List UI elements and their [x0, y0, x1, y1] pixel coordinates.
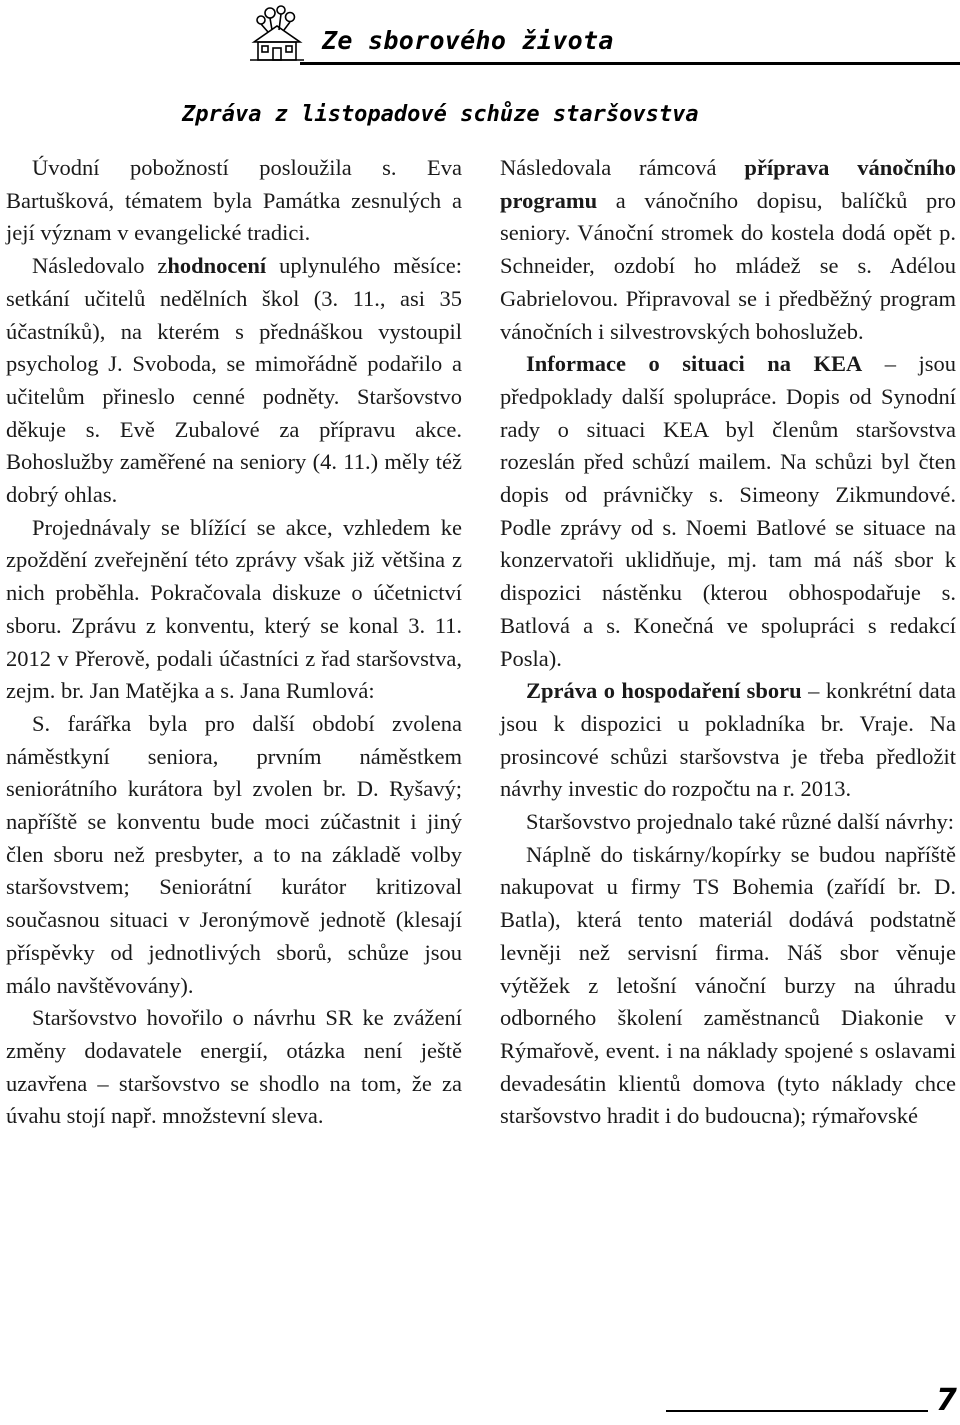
paragraph: Staršovstvo projednalo také různé další návrhy: [526, 809, 955, 835]
left-column [6, 152, 462, 1133]
church-flower-logo-icon [246, 2, 308, 64]
paragraph: Informace o situaci na KEA – jsou předpoklady další spolupráce. Dopis od Synodní rady o situaci KEA byl členům staršovstva rozeslán před schůzí mailem. Na schůzi byl čten dopis od právničky s. Simeony Zikmundové. Podle zprávy od s. Noemi Batlové se situace na konzervatoři uklidňuje, mj. tam má náš sbor k dispozici nástěnku (kterou obhospodařuje s. Batlová a s. Konečná ve spolupráci s redakcí Posla). [500, 351, 956, 671]
paragraph: Staršovstvo hovořilo o návrhu SR ke zvážení změny dodavatele energií, otázka není ještě uzavřena – staršovstvo se shodlo na tom, že za úvahu stojí např. množstevní sleva. [6, 1005, 462, 1129]
paragraph: Zpráva o hospodaření sboru – konkrétní data jsou k dispozici u pokladníka br. Vraje. Na prosincové schůzi staršovstva je třeba předložit návrhy investic do rozpočtu na r. 2013. [500, 678, 956, 802]
highlight-kea: Informace o situaci na KEA [526, 351, 863, 377]
highlight-hospodareni: Zpráva o hospodaření sboru [526, 678, 802, 704]
section-title: Ze sborového života [322, 26, 614, 55]
highlight-hodnoceni: hodnocení [167, 253, 267, 279]
page-number: 7 [936, 1383, 957, 1418]
paragraph: Následovala rámcová příprava vánočního programu a vánočního dopisu, balíčků pro seniory. Vánoční stromek do kostela dodá opět p. Schneider, ozdobí ho mládež se s. Adélou Gabrielovou. Připravoval se i předběžný program vánočních i silvestrovských bohoslužeb. [500, 155, 956, 344]
paragraph: Úvodní pobožností posloužila s. Eva Bartušková, tématem byla Památka zesnulých a její význam v evangelické tradici. [6, 155, 462, 246]
header-rule [300, 62, 960, 65]
right-column [500, 152, 956, 1133]
article-title: Zpráva z listopadové schůze staršovstva [182, 102, 699, 127]
highlight-priprava: příprava vánočního programu [500, 155, 956, 213]
paragraph: Projednávaly se blížící se akce, vzhledem ke zpoždění zveřejnění této zprávy však již většina z nich proběhla. Pokračovala diskuze o účetnictví sboru. Zprávu z konventu, který se konal 3. 11. 2012 v Přerově, podali účastníci z řad staršovstva, zejm. br. Jan Matějka a s. Jana Rumlová: [6, 514, 462, 704]
paragraph: S. farářka byla pro další období zvolena náměstkyní seniora, prvním náměstkem seniorátního kurátora byl zvolen br. D. Ryšavý; napříště se konventu bude moci zúčastnit i jiný člen sboru než presbyter, a to na základě volby staršovstvem; Seniorátní kurátor kritizoval současnou situaci v Jeronýmově jednotě (klesají příspěvky od jednotlivých sborů, schůze jsou málo navštěvovány). [6, 710, 462, 998]
footer-rule [666, 1410, 928, 1412]
paragraph: Následovalo zhodnocení uplynulého měsíce: setkání učitelů nedělních škol (3. 11., asi 35 účastníků), na kterém s přednáškou vystoupil psycholog J. Svoboda, se mimořádně podařilo a učitelům přineslo cenné podněty. Staršovstvo děkuje s. Evě Zubalové za přípravu akce. Bohoslužby zaměřené na seniory (4. 11.) měly též dobrý ohlas. [6, 253, 462, 508]
paragraph: Náplně do tiskárny/kopírky se budou napříště nakupovat u firmy TS Bohemia (zařídí br. D. Batla), která tento materiál dodává podstatně levněji než servisní firma. Náš sbor věnuje výtěžek z letošní vánoční burzy na úhradu odborného školení zaměstnanců Diakonie v Rýmařově, event. i na náklady spojené s oslavami devadesátin klientů domova (tyto náklady chce staršovstvo hradit i do budoucna); rýmařovské [500, 841, 956, 1129]
